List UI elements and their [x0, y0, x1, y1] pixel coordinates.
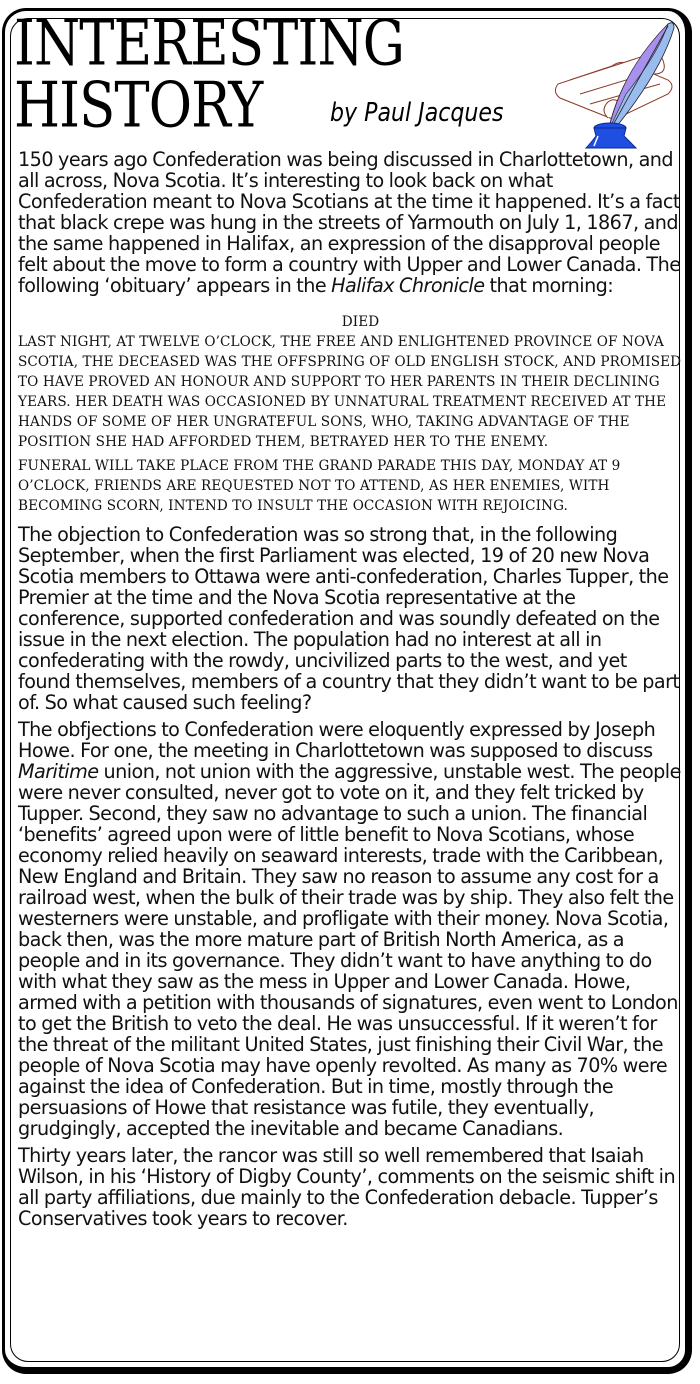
newspaper-title: Halifax Chronicle	[331, 274, 485, 297]
intro-text-end: that morning:	[484, 274, 614, 297]
obituary-paragraph: LAST NIGHT, AT TWELVE O’CLOCK, THE FREE AND ENLIGHTENED PROVINCE OF NOVA SCOTIA, THE DECEASED WAS THE OFFSPRING OF OLD ENGLISH STOCK, AND PROMISED TO HAVE PROVED AN HONOUR AND SUPPORT TO HER PARENTS IN THEIR DECLINING YEARS. HER DEATH WAS OCCASIONED BY UNNATURAL TREATMENT RECEIVED AT THE HANDS OF SOME OF HER UNGRATEFUL SONS, WHO, TAKING ADVANTAGE OF THE POSITION SHE HAD AFFORDED THEM, BETRAYED HER TO THE ENEMY.	[18, 334, 682, 450]
ink-bottle-icon	[586, 123, 636, 148]
byline: by Paul Jacques	[330, 98, 504, 128]
obituary-heading: DIED	[341, 314, 380, 330]
body-paragraph	[18, 719, 683, 1139]
quill-and-scroll-icon	[550, 14, 680, 150]
emphasis-word: Maritime	[18, 760, 99, 783]
body-paragraph: The objection to Confederation was so strong that, in the following September, when the first Parliament was elected, 19 of 20 new Nova Scotia members to Ottawa were anti-confederation, Charles Tupper, the Premier at the time and the Nova Scotia representative at the conference, supported confederation and was soundly defeated on the issue in the next election. The population had no interest at all in confederating with the rowdy, uncivilized parts to the west, and yet found themselves, members of a country that they didn’t want to be part of. So what caused such feeling?	[18, 523, 680, 714]
paragraph-text-end: union, not union with the aggressive, unstable west. The people were never consulted, never got to vote on it, and they felt tricked by Tupper. Second, they saw no advantage to such a union. The financial ‘benefits’ agreed upon were of little benefit to Nova Scotians, whose economy relied heavily on seaward interests, trade with the Caribbean, New England and Britain. They saw no reason to assume any cost for a railroad west, when the bulk of their trade was by ship. They also felt the westerners were unstable, and profligate with their money. Nova Scotia, back then, was the more mature part of British North America, as a people and in its governance. They didn’t want to have anything to do with what they saw as the mess in Upper and Lower Canada. Howe, armed with a petition with thousands of signatures, even went to London to get the British to veto the deal. He was unsuccessful. If it weren’t for the threat of the militant United States, just finishing their Civil War, the people of Nova Scotia may have openly revolted. As many as 70% were against the idea of Confederation. But in time, mostly through the persuasions of Howe that resistance was futile, they eventually, grudgingly, accepted the inevitable and became Canadians.	[18, 760, 681, 1140]
obituary-funeral-paragraph: FUNERAL WILL TAKE PLACE FROM THE GRAND PARADE THIS DAY, MONDAY AT 9 O’CLOCK, FRIENDS ARE REQUESTED NOT TO ATTEND, AS HER ENEMIES, WITH BECOMING SCORN, INTEND TO INSULT THE OCCASION WITH REJOICING.	[18, 458, 621, 514]
closing-paragraph: Thirty years later, the rancor was still so well remembered that Isaiah Wilson, in his ‘History of Digby County’, comments on the seismic shift in all party affiliations, due mainly to the Confederation debacle. Tupper’s Conservatives took years to recover.	[18, 1144, 676, 1230]
article-body	[18, 149, 683, 1235]
column-title-line-1: INTERESTING	[14, 6, 405, 81]
intro-paragraph	[18, 149, 683, 296]
intro-text: 150 years ago Confederation was being discussed in Charlottetown, and all across, Nova Scotia. It’s interesting to look back on what Confederation meant to Nova Scotians at the time it happened. It’s a fact that black crepe was hung in the streets of Yarmouth on July 1, 1867, and the same happened in Halifax, an expression of the disapproval people felt about the move to form a country with Upper and Lower Canada. The following ‘obituary’ appears in the	[18, 148, 681, 297]
obituary-quote	[18, 312, 683, 516]
paragraph-text: The obfjections to Confederation were eloquently expressed by Joseph Howe. For one, the meeting in Charlottetown was supposed to discuss	[18, 718, 656, 762]
column-title-line-2: HISTORY	[14, 68, 263, 143]
